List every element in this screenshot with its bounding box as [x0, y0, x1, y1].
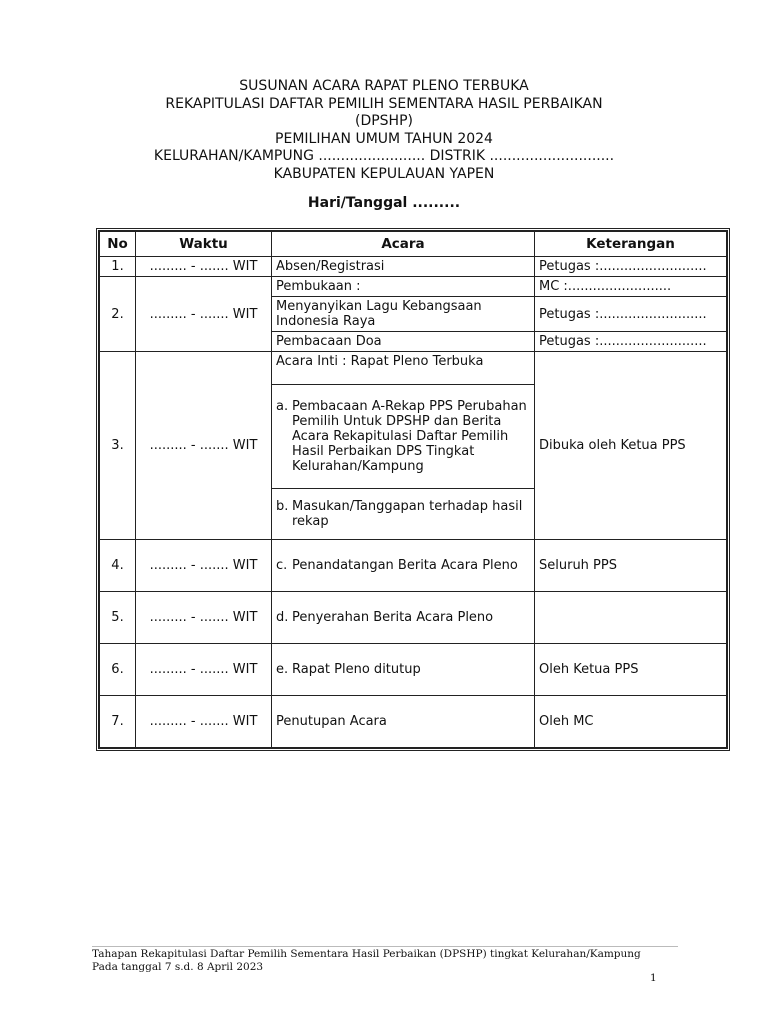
row-keterangan: Seluruh PPS: [535, 540, 727, 592]
page-number: 1: [650, 972, 657, 984]
acara-inti: Acara Inti : Rapat Pleno Terbuka: [272, 352, 534, 385]
row-no: 2.: [100, 277, 136, 352]
row-no: 7.: [100, 696, 136, 748]
hari-tanggal: Hari/Tanggal .........: [307, 195, 461, 211]
acara-item-a: [272, 385, 534, 489]
row-no: 6.: [100, 644, 136, 696]
row-waktu: ......... - ....... WIT: [136, 696, 272, 748]
table-row: [100, 644, 727, 696]
footer-line-1: Tahapan Rekapitulasi Daftar Pemilih Sementara Hasil Perbaikan (DPSHP) tingkat Kelurahan/Kampung: [92, 948, 641, 960]
header-keterangan: Keterangan: [535, 232, 727, 257]
item-label: b.: [276, 499, 289, 514]
footer-divider: [92, 946, 678, 947]
row-waktu: ......... - ....... WIT: [136, 277, 272, 352]
table-row: [100, 540, 727, 592]
table-row: [100, 696, 727, 748]
row-keterangan: MC :.........................: [535, 277, 727, 297]
row-no: 1.: [100, 257, 136, 277]
schedule-table-frame: [96, 228, 730, 751]
row-keterangan: Oleh MC: [535, 696, 727, 748]
row-waktu: ......... - ....... WIT: [136, 257, 272, 277]
table-row: [100, 257, 727, 277]
row-waktu: ......... - ....... WIT: [136, 352, 272, 540]
row-acara: Penutupan Acara: [272, 696, 535, 748]
item-text: Pembacaan A-Rekap PPS Perubahan Pemilih Untuk DPSHP dan Berita Acara Rekapitulasi Daftar Pemilih Hasil Perbaikan DPS Tingkat Kelurahan/Kampung: [292, 399, 527, 474]
header-no: No: [100, 232, 136, 257]
acara-item-b: [272, 489, 534, 539]
title-line-6: KABUPATEN KEPULAUAN YAPEN: [273, 165, 495, 182]
footer-line-2: Pada tanggal 7 s.d. 8 April 2023: [92, 961, 264, 973]
row-no: 3.: [100, 352, 136, 540]
row-keterangan: Petugas :..........................: [535, 257, 727, 277]
item-text: Masukan/Tanggapan terhadap hasil rekap: [292, 499, 523, 529]
row-acara: Menyanyikan Lagu Kebangsaan Indonesia Raya: [272, 297, 535, 332]
header-waktu: Waktu: [136, 232, 272, 257]
row-acara: Absen/Registrasi: [272, 257, 535, 277]
title-line-4: PEMILIHAN UMUM TAHUN 2024: [275, 130, 493, 147]
row-keterangan: Oleh Ketua PPS: [535, 644, 727, 696]
row-no: 4.: [100, 540, 136, 592]
table-row: [100, 277, 727, 297]
row-acara: Pembacaan Doa: [272, 332, 535, 352]
item-label: e.: [276, 662, 289, 677]
document-title: [0, 78, 768, 183]
row-acara: Pembukaan :: [272, 277, 535, 297]
row-waktu: ......... - ....... WIT: [136, 540, 272, 592]
row-waktu: ......... - ....... WIT: [136, 644, 272, 696]
title-line-2: REKAPITULASI DAFTAR PEMILIH SEMENTARA HASIL PERBAIKAN: [165, 95, 603, 112]
table-row: [100, 352, 727, 540]
row-keterangan: Dibuka oleh Ketua PPS: [535, 352, 727, 540]
item-text: Penyerahan Berita Acara Pleno: [292, 610, 494, 625]
item-label: d.: [276, 610, 289, 625]
schedule-table: [99, 231, 727, 748]
item-text: Penandatangan Berita Acara Pleno: [292, 558, 518, 573]
row-acara: [272, 592, 535, 644]
row-acara-group: [272, 352, 535, 540]
title-line-5: KELURAHAN/KAMPUNG ........................ DISTRIK ............................: [153, 148, 615, 164]
item-label: c.: [276, 558, 288, 573]
item-text: Rapat Pleno ditutup: [292, 662, 421, 677]
row-no: 5.: [100, 592, 136, 644]
table-row: [100, 592, 727, 644]
title-line-3: (DPSHP): [354, 113, 413, 129]
header-acara: Acara: [272, 232, 535, 257]
row-acara: [272, 644, 535, 696]
table-header-row: [100, 232, 727, 257]
row-waktu: ......... - ....... WIT: [136, 592, 272, 644]
row-keterangan: Petugas :..........................: [535, 332, 727, 352]
row-keterangan: [535, 592, 727, 644]
row-acara: [272, 540, 535, 592]
footer: [92, 948, 641, 974]
title-line-1: SUSUNAN ACARA RAPAT PLENO TERBUKA: [239, 78, 529, 94]
row-keterangan: Petugas :..........................: [535, 297, 727, 332]
item-label: a.: [276, 399, 289, 414]
